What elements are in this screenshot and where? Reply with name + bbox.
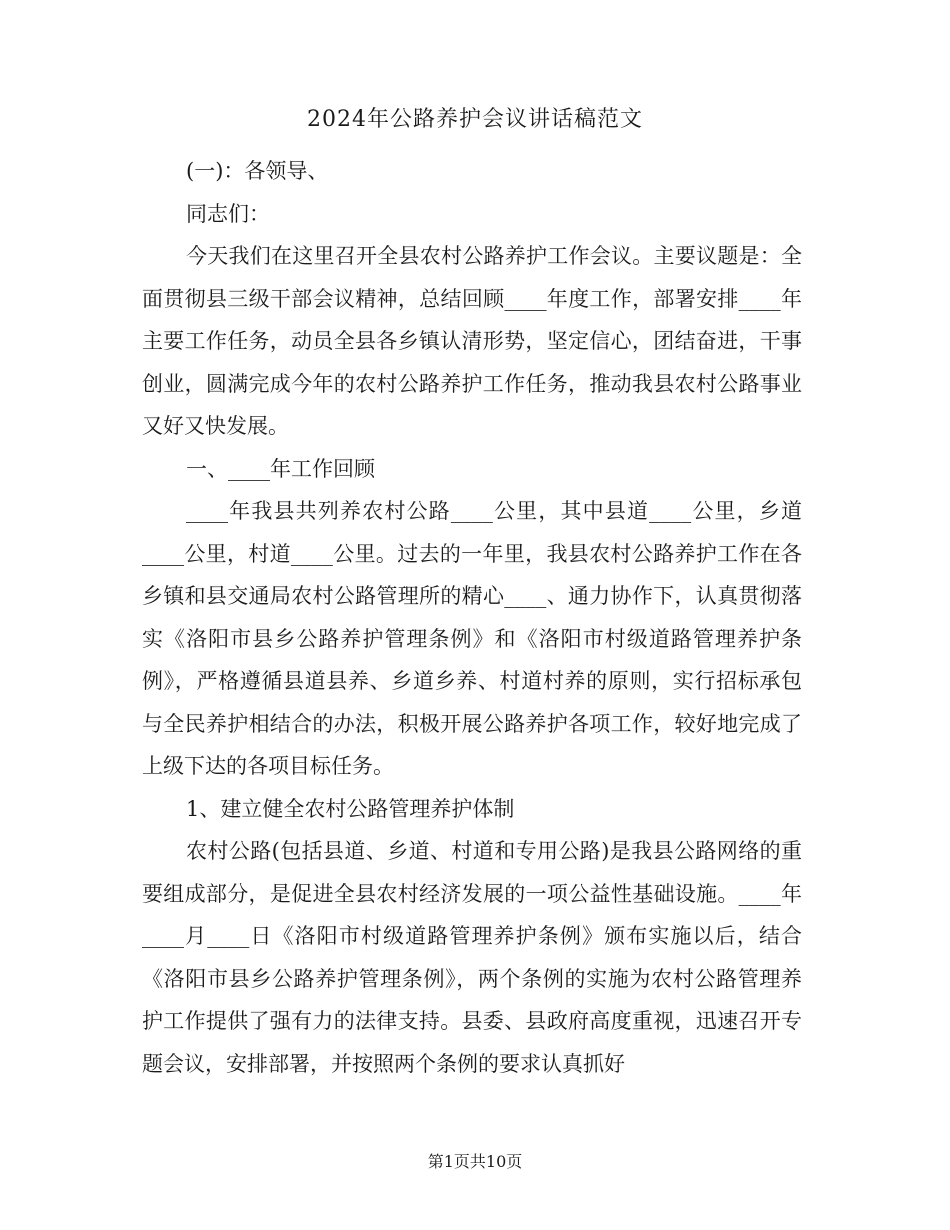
section-heading-review: 一、____年工作回顾 [186, 456, 375, 481]
review-paragraph: ____年我县共列养农村公路____公里，其中县道____公里，乡道____公里，村道____公里。过去的一年里，我县农村公路养护工作在各乡镇和县交通局农村公路管理所的精心____、通力协作下，认真贯彻落实《洛阳市县乡公路养护管理条例》和《洛阳市村级道路管理养护条例》，严格遵循县道县养、乡道乡养、村道村养的原则，实行招标承包与全民养护相结合的办法，积极开展公路养护各项工作，较好地完成了上级下达的各项目标任务。 [142, 499, 802, 778]
document-body [142, 150, 802, 1085]
document-title: 2024年公路养护会议讲话稿范文 [307, 107, 643, 132]
intro-paragraph: 今天我们在这里召开全县农村公路养护工作会议。主要议题是：全面贯彻县三级干部会议精神，总结回顾____年度工作，部署安排____年主要工作任务，动员全县各乡镇认清形势，坚定信心，团结奋进，干事创业，圆满完成今年的农村公路养护工作任务，推动我县农村公路事业又好又快发展。 [142, 244, 802, 438]
salutation-line: (一)：各领导、 [186, 159, 329, 183]
salutation-comrades: 同志们： [186, 201, 270, 226]
subsection-heading-system: 1、建立健全农村公路管理养护体制 [186, 796, 515, 821]
page-number-footer: 第1页共10页 [427, 1152, 523, 1171]
system-paragraph: 农村公路(包括县道、乡道、村道和专用公路)是我县公路网络的重要组成部分，是促进全县农村经济发展的一项公益性基础设施。____年____月____日《洛阳市村级道路管理养护条例》颁布实施以后，结合《洛阳市县乡公路养护管理条例》，两个条例的实施为农村公路管理养护工作提供了强有力的法律支持。县委、县政府高度重视，迅速召开专题会议，安排部署，并按照两个条例的要求认真抓好 [142, 839, 802, 1076]
